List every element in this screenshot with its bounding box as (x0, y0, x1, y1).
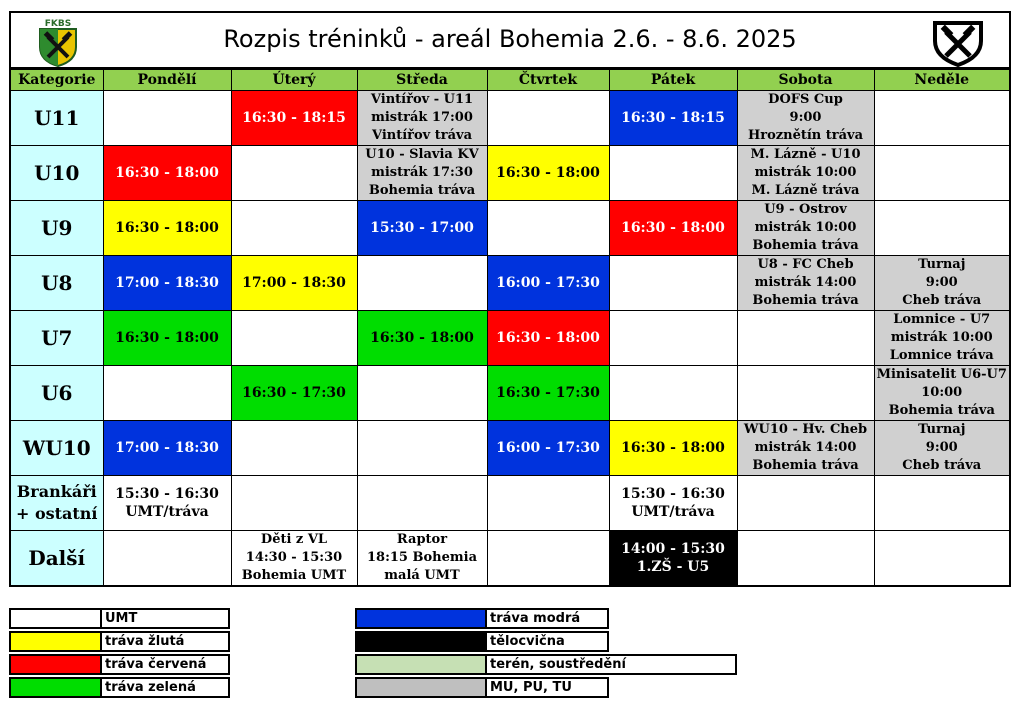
column-header-day: Pátek (609, 69, 737, 91)
legend-item (355, 654, 737, 675)
legend-swatch (355, 631, 487, 652)
table-row (10, 476, 1010, 531)
category-cell: U11 (10, 91, 103, 146)
schedule-cell (357, 421, 487, 476)
schedule-cell (231, 201, 357, 256)
schedule-cell: 17:00 - 18:30 (103, 421, 231, 476)
schedule-cell (874, 476, 1010, 531)
schedule-cell: 15:30 - 16:30 UMT/tráva (103, 476, 231, 531)
schedule-cell (103, 91, 231, 146)
schedule-cell: Turnaj 9:00 Cheb tráva (874, 256, 1010, 311)
column-header-day: Neděle (874, 69, 1010, 91)
table-row (10, 201, 1010, 256)
schedule-cell (357, 476, 487, 531)
legend-swatch (355, 654, 487, 675)
schedule-cell: 15:30 - 17:00 (357, 201, 487, 256)
legend-item (9, 654, 230, 675)
legend-swatch (355, 608, 487, 629)
schedule-cell: 16:30 - 18:00 (103, 201, 231, 256)
legend-label: tělocvična (487, 631, 609, 652)
table-row (10, 366, 1010, 421)
schedule-cell: 16:30 - 18:00 (357, 311, 487, 366)
column-header-category: Kategorie (10, 69, 103, 91)
schedule-cell: U9 - Ostrov mistrák 10:00 Bohemia tráva (737, 201, 874, 256)
schedule-cell: 15:30 - 16:30 UMT/tráva (609, 476, 737, 531)
schedule-cell: 16:30 - 18:00 (609, 421, 737, 476)
column-header-day: Sobota (737, 69, 874, 91)
schedule-cell (231, 476, 357, 531)
column-header-day: Úterý (231, 69, 357, 91)
legend-label: tráva žlutá (102, 631, 230, 652)
category-cell: U8 (10, 256, 103, 311)
schedule-cell (231, 146, 357, 201)
legend-right (355, 608, 737, 700)
table-row (10, 311, 1010, 366)
schedule-cell (103, 366, 231, 421)
schedule-cell (487, 91, 609, 146)
column-header-day: Pondělí (103, 69, 231, 91)
schedule-cell (487, 201, 609, 256)
category-cell: U7 (10, 311, 103, 366)
schedule-cell: 16:30 - 18:00 (487, 146, 609, 201)
title-box (9, 11, 1011, 69)
schedule-cell (609, 311, 737, 366)
schedule-cell: DOFS Cup 9:00 Hroznětín tráva (737, 91, 874, 146)
schedule-cell (609, 256, 737, 311)
schedule-cell: 16:30 - 18:00 (103, 311, 231, 366)
schedule-cell: 16:30 - 17:30 (231, 366, 357, 421)
schedule-cell: Raptor 18:15 Bohemia malá UMT (357, 531, 487, 587)
schedule-cell: Lomnice - U7 mistrák 10:00 Lomnice tráva (874, 311, 1010, 366)
schedule-cell (874, 146, 1010, 201)
legend-label: tráva červená (102, 654, 230, 675)
legend-item (9, 608, 230, 629)
schedule-cell: 16:30 - 18:15 (609, 91, 737, 146)
page-title: Rozpis tréninků - areál Bohemia 2.6. - 8.6. 2025 (223, 25, 797, 53)
legend-item (9, 677, 230, 698)
schedule-cell: Turnaj 9:00 Cheb tráva (874, 421, 1010, 476)
club-logo-text: FKBS (44, 19, 72, 29)
schedule-cell: 16:30 - 17:30 (487, 366, 609, 421)
schedule-cell: 16:30 - 18:15 (231, 91, 357, 146)
legend-left (9, 608, 230, 700)
schedule-cell (737, 366, 874, 421)
schedule-cell: M. Lázně - U10 mistrák 10:00 M. Lázně tráva (737, 146, 874, 201)
table-row (10, 256, 1010, 311)
schedule-cell (609, 146, 737, 201)
schedule-cell: 17:00 - 18:30 (103, 256, 231, 311)
schedule-cell: 16:00 - 17:30 (487, 256, 609, 311)
schedule-cell: U8 - FC Cheb mistrák 14:00 Bohemia tráva (737, 256, 874, 311)
schedule-cell: 16:30 - 18:00 (487, 311, 609, 366)
legend-item (9, 631, 230, 652)
schedule-cell: 16:30 - 18:00 (103, 146, 231, 201)
category-cell: WU10 (10, 421, 103, 476)
schedule-cell (737, 311, 874, 366)
schedule-cell (874, 201, 1010, 256)
schedule-cell (357, 366, 487, 421)
schedule-cell (357, 256, 487, 311)
schedule-cell: 17:00 - 18:30 (231, 256, 357, 311)
schedule-table (9, 68, 1011, 587)
schedule-cell (231, 421, 357, 476)
schedule-cell: Děti z VL 14:30 - 15:30 Bohemia UMT (231, 531, 357, 587)
legend-item (355, 608, 737, 629)
schedule-cell (487, 531, 609, 587)
schedule-cell (609, 366, 737, 421)
schedule-cell (737, 531, 874, 587)
table-row (10, 421, 1010, 476)
schedule-cell (103, 531, 231, 587)
category-cell: U6 (10, 366, 103, 421)
schedule-cell (874, 531, 1010, 587)
legend-swatch (9, 654, 102, 675)
column-header-day: Čtvrtek (487, 69, 609, 91)
category-cell: Brankáři + ostatní (10, 476, 103, 531)
category-cell: U9 (10, 201, 103, 256)
table-row (10, 531, 1010, 587)
column-header-day: Středa (357, 69, 487, 91)
legend-item (355, 631, 737, 652)
schedule-cell: Vintířov - U11 mistrák 17:00 Vintířov tráva (357, 91, 487, 146)
header-row (10, 69, 1010, 91)
legend-swatch (9, 677, 102, 698)
table-row (10, 91, 1010, 146)
legend-item (355, 677, 737, 698)
schedule-cell (487, 476, 609, 531)
category-cell: U10 (10, 146, 103, 201)
schedule-cell (737, 476, 874, 531)
schedule-cell: 16:30 - 18:00 (609, 201, 737, 256)
schedule-cell: 16:00 - 17:30 (487, 421, 609, 476)
category-cell: Další (10, 531, 103, 587)
schedule-cell (874, 91, 1010, 146)
schedule-cell (231, 311, 357, 366)
schedule-cell: 14:00 - 15:30 1.ZŠ - U5 (609, 531, 737, 587)
legend-label: terén, soustředění (487, 654, 737, 675)
hammer-pick-shield-icon (931, 17, 985, 67)
legend-label: MU, PU, TU (487, 677, 609, 698)
legend-swatch (9, 631, 102, 652)
legend-label: tráva zelená (102, 677, 230, 698)
schedule-cell: Minisatelit U6-U7 10:00 Bohemia tráva (874, 366, 1010, 421)
table-row (10, 146, 1010, 201)
legend-label: UMT (102, 608, 230, 629)
legend-label: tráva modrá (487, 608, 609, 629)
schedule-cell: U10 - Slavia KV mistrák 17:30 Bohemia tráva (357, 146, 487, 201)
legend-swatch (9, 608, 102, 629)
schedule-cell: WU10 - Hv. Cheb mistrák 14:00 Bohemia tráva (737, 421, 874, 476)
legend-swatch (355, 677, 487, 698)
